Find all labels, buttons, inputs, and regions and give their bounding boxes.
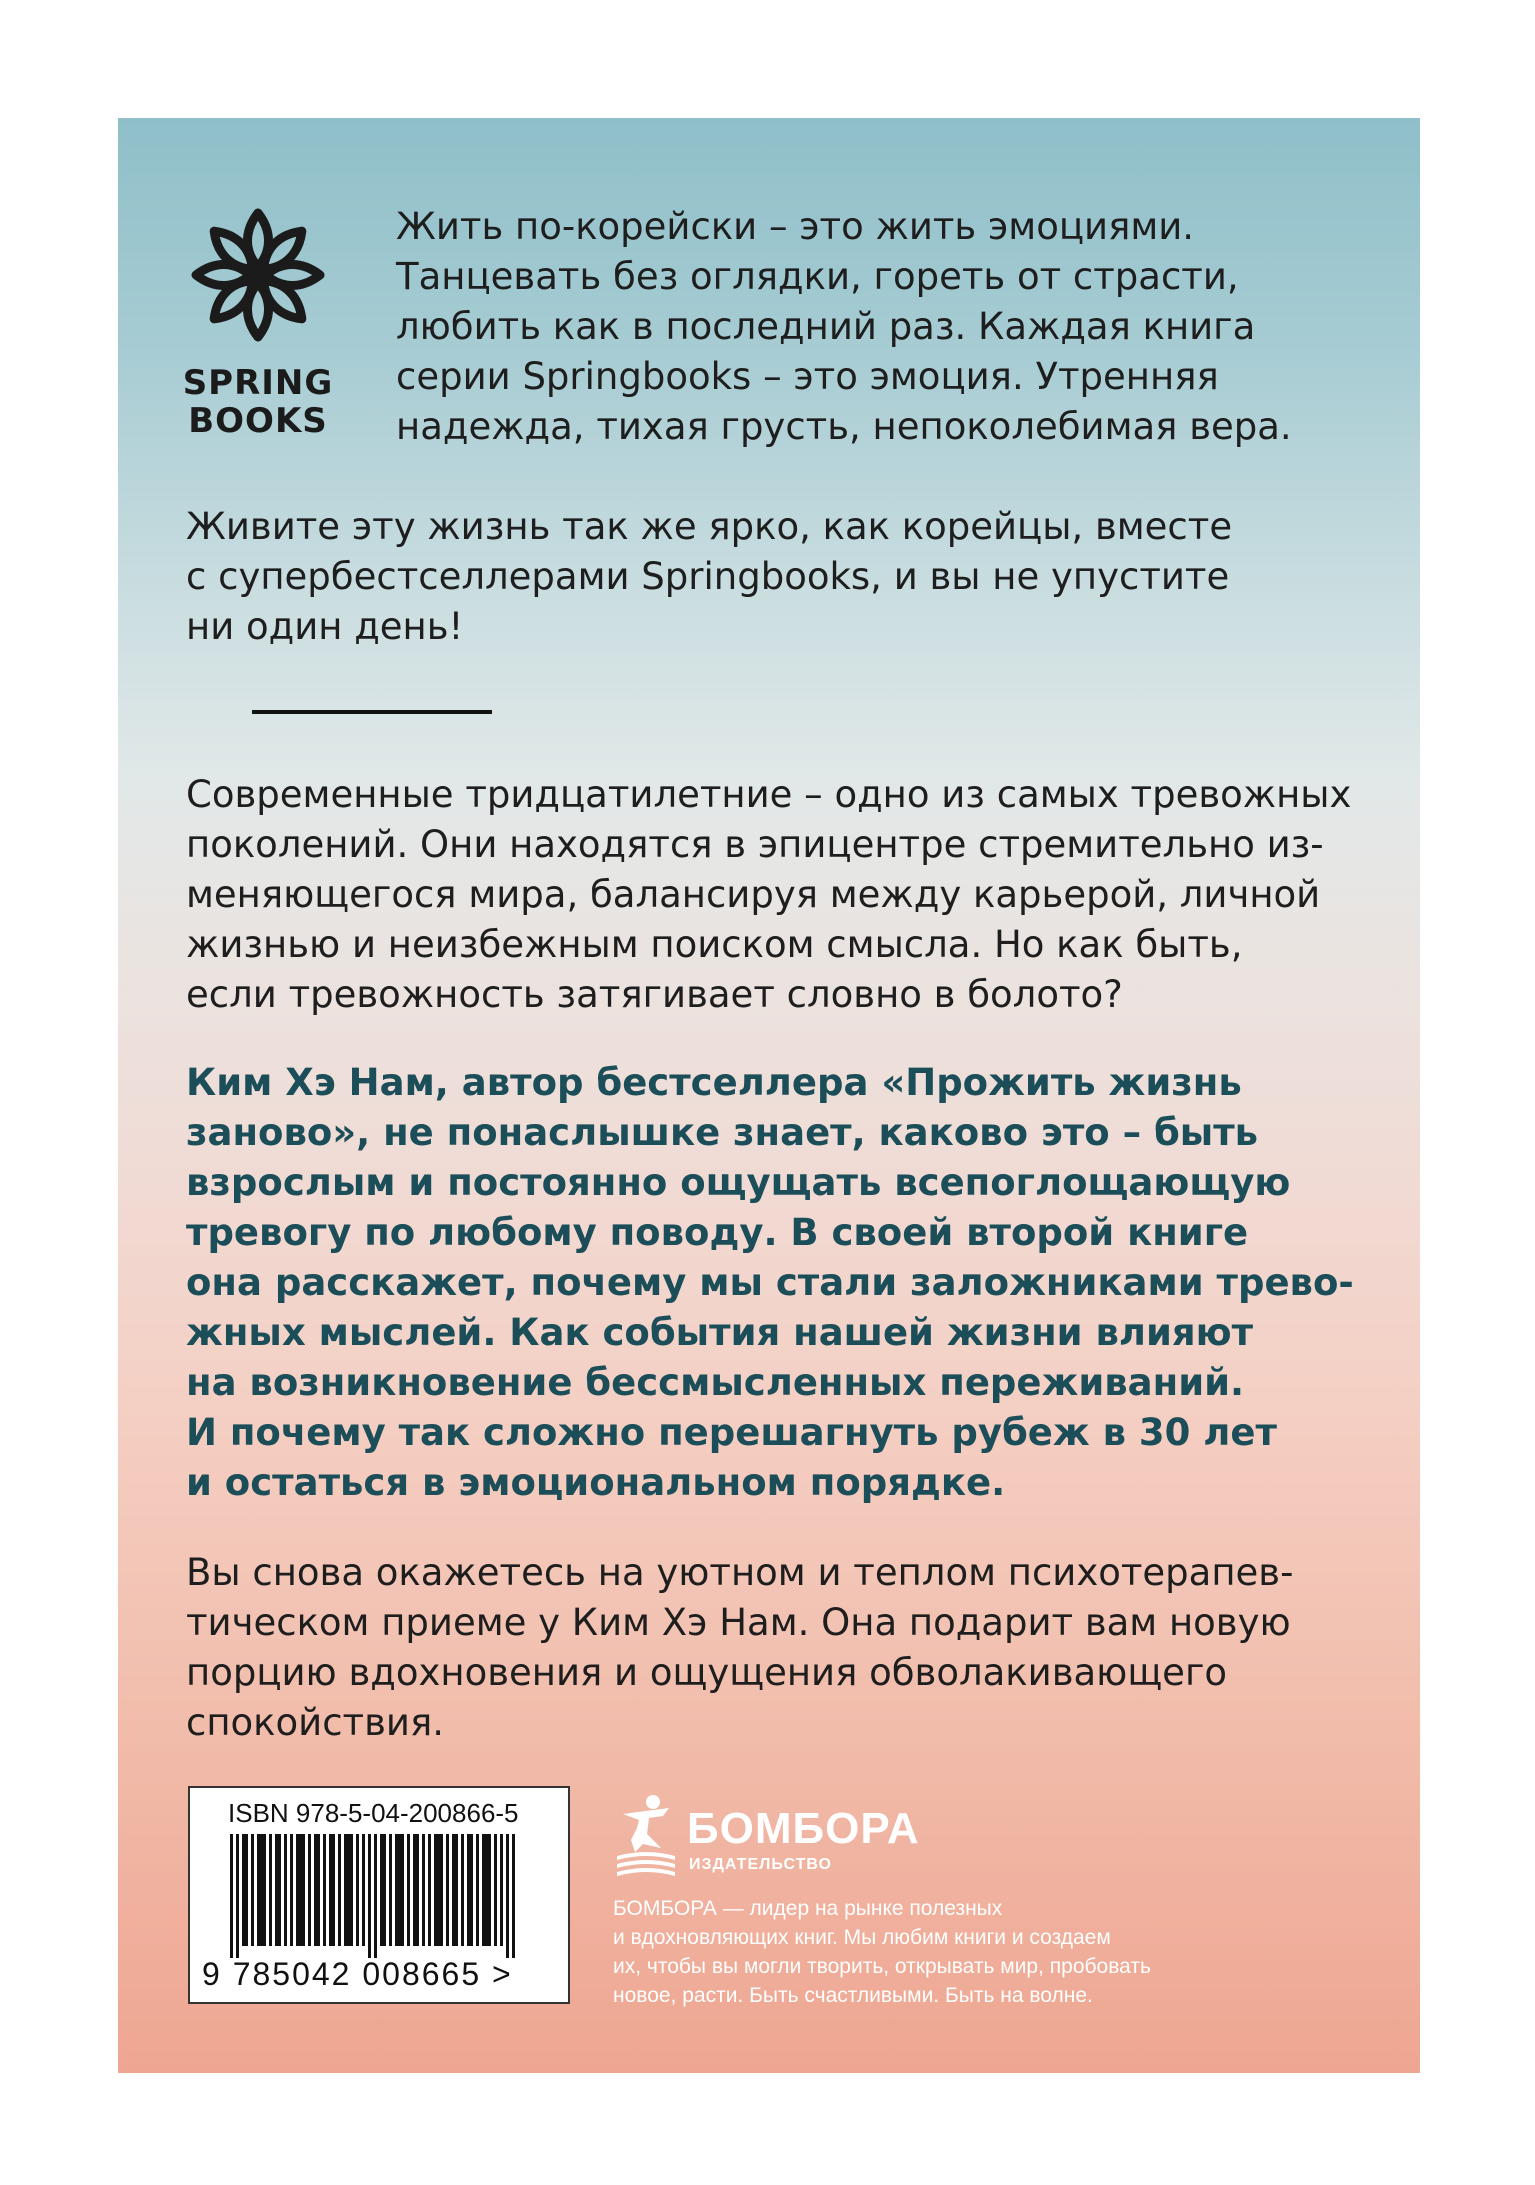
barcode-digits: 9 785042 008665 >: [202, 1956, 513, 1992]
invite-paragraph: Живите эту жизнь так же ярко, как корейцы, вместе с супербестселлерами Springbooks, и вы не упустите ни один день!: [186, 505, 1233, 648]
logo-wordmark: [178, 364, 338, 440]
isbn-label: ISBN 978-5-04-200866-5: [228, 1798, 519, 1828]
description-paragraph: Современные тридцатилетние – одно из самых тревожных поколений. Они находятся в эпицентре стремительно из- меняющегося мира, балансируя между карьерой, личной жизнью и неизбежным поиском смысла. Но как быть, если тревожность затягивает словно в болото?: [186, 773, 1352, 1016]
back-cover: [118, 118, 1420, 2073]
logo-line-spring: SPRING: [182, 363, 334, 403]
publisher-name: БОМБОРА: [687, 1804, 920, 1853]
publisher-description: БОМБОРА — лидер на рынке полезных и вдохновляющих книг. Мы любим книги и создаем их, чтобы вы могли творить, открывать мир, пробовать новое, расти. Быть счастливыми. Быть на волне.: [613, 1897, 1151, 2007]
bombora-figure-icon: [613, 1794, 679, 1882]
barcode-bars: [230, 1834, 530, 1958]
logo-line-books: BOOKS: [188, 401, 328, 441]
barcode-box: [188, 1786, 570, 2004]
divider-rule: [252, 710, 492, 714]
lotus-flower-icon: [183, 200, 333, 350]
closing-paragraph: Вы снова окажетесь на уютном и теплом психотерапев- тическом приеме у Ким Хэ Нам. Она подарит вам новую порцию вдохновения и ощущения обволакивающего спокойствия.: [186, 1551, 1294, 1744]
publisher-subtitle: ИЗДАТЕЛЬСТВО: [689, 1856, 832, 1873]
intro-paragraph: Жить по-корейски – это жить эмоциями. Танцевать без оглядки, гореть от страсти, любить как в последний раз. Каждая книга серии Springbooks – это эмоция. Утренняя надежда, тихая грусть, непоколебимая вера.: [396, 205, 1292, 448]
springbooks-logo: [178, 200, 338, 440]
author-paragraph: Ким Хэ Нам, автор бестселлера «Прожить жизнь заново», не понаслышке знает, каково это – быть взрослым и постоянно ощущать всепоглощающую тревогу по любому поводу. В своей второй книге она расскажет, почему мы стали заложниками трево- жных мыслей. Как события нашей жизни влияют на возникновение бессмысленных переживаний. И почему так сложно перешагнуть рубеж в 30 лет и остаться в эмоциональном порядке.: [186, 1061, 1354, 1504]
